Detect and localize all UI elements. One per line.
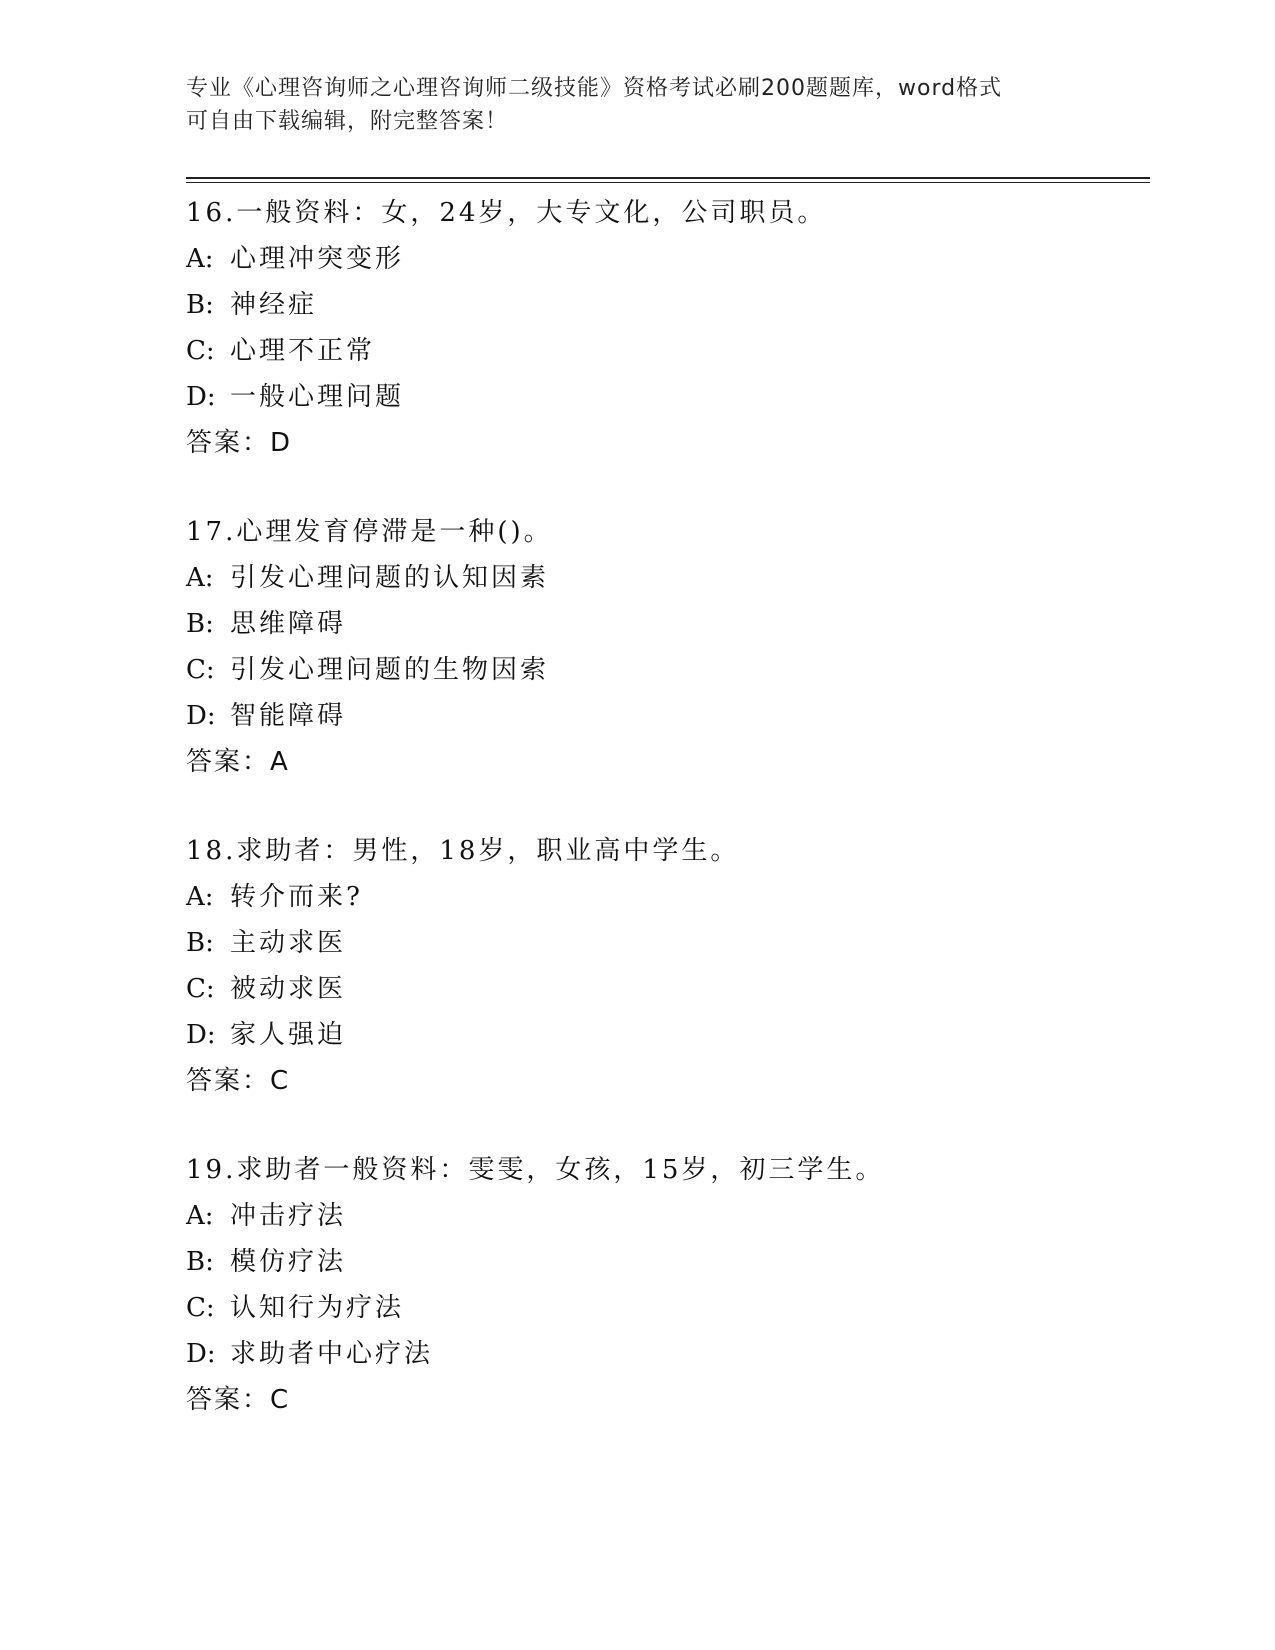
option-c <box>186 1285 1146 1331</box>
answer-line: 答案：D <box>186 428 293 458</box>
question-19 <box>186 1147 1146 1423</box>
header-divider-thin <box>186 182 1150 183</box>
header-line-1: 专业《心理咨询师之心理咨询师二级技能》资格考试必刷200题题库，word格式 <box>186 76 1003 101</box>
option-letter: B: <box>186 609 214 639</box>
option-letter: B: <box>186 1247 214 1277</box>
question-stem: 18.求助者：男性，18岁，职业高中学生。 <box>186 836 740 866</box>
option-d <box>186 693 1146 739</box>
question-17 <box>186 509 1146 785</box>
answer-line: 答案：A <box>186 747 290 777</box>
option-letter: D: <box>186 1020 216 1050</box>
option-a <box>186 874 1146 920</box>
option-text: 心理不正常 <box>230 336 376 366</box>
option-d <box>186 1331 1146 1377</box>
question-stem: 16.一般资料：女，24岁，大专文化，公司职员。 <box>186 198 827 228</box>
option-letter: D: <box>186 1339 216 1369</box>
option-letter: A: <box>186 882 214 912</box>
option-b <box>186 282 1146 328</box>
option-text: 求助者中心疗法 <box>230 1339 434 1369</box>
option-c <box>186 966 1146 1012</box>
option-text: 一般心理问题 <box>230 382 405 412</box>
option-letter: C: <box>186 655 215 685</box>
option-text: 认知行为疗法 <box>230 1293 405 1323</box>
option-c <box>186 647 1146 693</box>
option-text: 智能障碍 <box>230 701 347 731</box>
option-d <box>186 374 1146 420</box>
option-letter: C: <box>186 1293 215 1323</box>
option-text: 神经症 <box>230 290 318 320</box>
option-text: 引发心理问题的生物因索 <box>230 655 550 685</box>
option-a <box>186 1193 1146 1239</box>
option-text: 引发心理问题的认知因素 <box>230 563 550 593</box>
option-text: 被动求医 <box>230 974 347 1004</box>
option-letter: C: <box>186 336 215 366</box>
answer-line: 答案：C <box>186 1066 291 1096</box>
option-letter: D: <box>186 701 216 731</box>
option-letter: C: <box>186 974 215 1004</box>
option-letter: B: <box>186 290 214 320</box>
option-b <box>186 601 1146 647</box>
question-stem: 19.求助者一般资料：雯雯，女孩，15岁，初三学生。 <box>186 1155 885 1185</box>
option-text: 思维障碍 <box>230 609 347 639</box>
answer-line: 答案：C <box>186 1385 291 1415</box>
option-text: 主动求医 <box>230 928 347 958</box>
option-letter: A: <box>186 563 214 593</box>
option-b <box>186 920 1146 966</box>
option-letter: D: <box>186 382 216 412</box>
option-b <box>186 1239 1146 1285</box>
document-header <box>186 72 1086 138</box>
question-16 <box>186 190 1146 466</box>
option-text: 心理冲突变形 <box>230 244 405 274</box>
question-stem: 17.心理发育停滞是一种()。 <box>186 517 553 547</box>
option-letter: A: <box>186 1201 214 1231</box>
option-a <box>186 236 1146 282</box>
header-line-2: 可自由下载编辑，附完整答案！ <box>186 109 509 134</box>
option-text: 转介而来? <box>230 882 363 912</box>
question-18 <box>186 828 1146 1104</box>
option-a <box>186 555 1146 601</box>
option-letter: A: <box>186 244 214 274</box>
option-d <box>186 1012 1146 1058</box>
option-c <box>186 328 1146 374</box>
option-text: 冲击疗法 <box>230 1201 347 1231</box>
option-text: 家人强迫 <box>230 1020 347 1050</box>
question-list <box>186 190 1146 1466</box>
header-divider-thick <box>186 177 1150 179</box>
option-letter: B: <box>186 928 214 958</box>
option-text: 模仿疗法 <box>230 1247 347 1277</box>
